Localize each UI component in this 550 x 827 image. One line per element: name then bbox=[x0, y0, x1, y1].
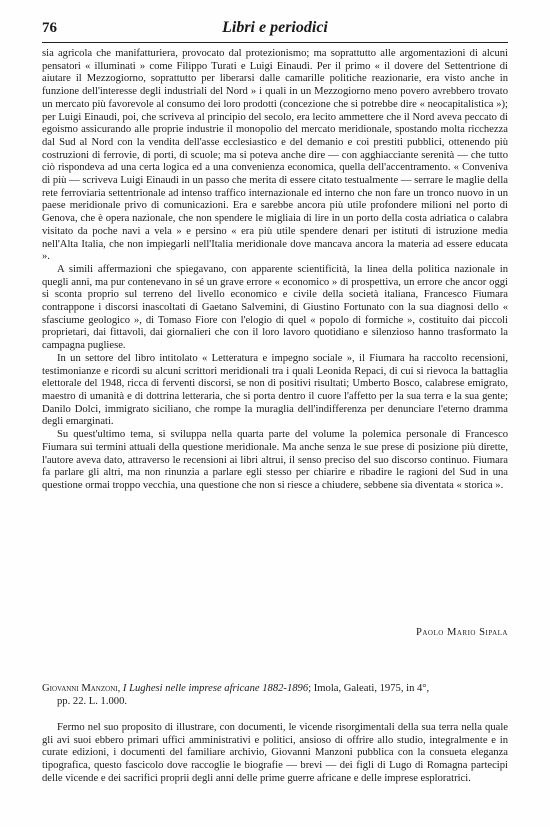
reference-author: Giovanni Manzoni, bbox=[42, 683, 121, 694]
author-signature: Paolo Mario Sipala bbox=[415, 627, 508, 638]
reference-title: I Lughesi nelle imprese africane 1882-1896 bbox=[122, 683, 309, 694]
reference-pages: pp. 22. L. 1.000. bbox=[57, 696, 128, 707]
reference-details: ; Imola, Galeati, 1975, in 4°, bbox=[308, 683, 430, 694]
review-body bbox=[42, 722, 508, 786]
running-title: Libri e periodici bbox=[222, 19, 328, 36]
book-reference bbox=[42, 682, 508, 708]
paragraph-2: A simili affermazioni che spiegavano, con apparente scientificità, la linea della politica nazionale in quegli anni, ma pur contenevano in sé un grave errore « economico » di prospettiva, un errore che ancor oggi si sconta proprio sul terreno del livello economico e civile della società italiana, Francesco Fiumara contrappone i discorsi inascoltati di Gaetano Salvemini, di Giustino Fortunato con la sua diagnosi dello « sfasciume geologico », di Tomaso Fiore con l'elogio di quel « popolo di formiche », costituito dai piccoli proprietari, dai fittavoli, dai giornalieri che con il loro lavoro quotidiano e silenzioso hanno trasformato la campagna pugliese. bbox=[42, 263, 508, 352]
page-number: 76 bbox=[42, 20, 57, 36]
paragraph-1: sia agricola che manifatturiera, provocato dal protezionismo; ma soprattutto alle argomentazioni di alcuni pensatori « illuminati » come Filippo Turati e Luigi Einaudi. Per il primo « il dovere del Settentrione di aiutare il Mezzogiorno, soprattutto per liberarsi dalle camarille politiche reazionarie, era visto anche in funzione dell'interesse degli industriali del Nord » i quali in un Mezzogiorno meno povero avrebbero trovato un mercato più favorevole al consumo dei loro prodotti (concezione che si potrebbe dire « neocapitalistica »); per Luigi Einaudi, poi, che scriveva al principio del secolo, era lecito ammettere che il Nord aveva peccato di egoismo assicurando alle proprie industrie il monopolio del mercato meridionale, spostando molta ricchezza dal Sud al Nord con la vendita dell'asse ecclesiastico e del demanio e coi prestiti pubblici, ottenendo più costruzioni di ferrovie, di porti, di scuole; ma si poteva anche dire — con agghiacciante serenità — che tutto ciò rispondeva ad una certa logica ed a una convenienza economica, quella dell'accentramento. « Conveniva di più — scriveva Luigi Einaudi in un passo che merita di essere citato testualmente — serrare le maglie della rete ferroviaria settentrionale ad intenso traffico internazionale ed interno che non fare un tronco nuovo in un paese meridionale privo di comunicazioni. Era e sarebbe ancora più utile profondere milioni nel porto di Genova, che è opera nazionale, che non spendere le migliaia di lire in un porto della costa adriatica o calabra visitato da poche navi a vela » e persino « era più utile spendere denari per istituti di istruzione media nell'Alta Italia, che non impiegarli nell'Italia meridionale dove mancava ancora la materia ad essere educata ». bbox=[42, 48, 508, 263]
review-paragraph: Fermo nel suo proposito di illustrare, con documenti, le vicende risorgimentali della sua terra nella quale gli avi suoi ebbero primari uffici amministrativi e politici, ansioso di offrire allo studio, integralmente e in curate edizioni, i documenti del familiare archivio, Giovanni Manzoni pubblica con la consueta eleganza tipografica, questo fascicolo dove raccoglie le biografie — brevi — dei figli di Lugo di Romagna partecipi delle vicende e dei sacrifici proprii degli anni delle prime guerre africane e delle imprese esploratrici. bbox=[42, 722, 508, 784]
page-header bbox=[42, 18, 508, 43]
article-body bbox=[42, 48, 508, 493]
paragraph-4: Su quest'ultimo tema, si sviluppa nella quarta parte del volume la polemica personale di Francesco Fiumara sui termini attuali della questione meridionale. Ma anche senza le sue prese di posizione più dirette, l'autore aveva dato, attraverso le recensioni ai libri altrui, il senso preciso del suo discorso continuo. Fiumara fa parlare gli altri, ma non rinunzia a parlare egli stesso per chiarire e ribadire le ragioni del Sud in una questione ormai troppo vecchia, una questione che non si riesce a chiudere, sebbene sia diventata « storica ». bbox=[42, 429, 508, 491]
paragraph-3: In un settore del libro intitolato « Letteratura e impegno sociale », il Fiumara ha raccolto recensioni, testimonianze e ricordi su alcuni scrittori meridionali tra i quali Leonida Repaci, di cui si rievoca la battaglia elettorale del 1948, ricca di ferventi discorsi, se non di positivi risultati; Umberto Bosco, calabrese emigrato, maestro di umanità e di dottrina letteraria, che si porta dentro il cuore l'affetto per la sua terra e la sua gente; Danilo Dolci, immigrato siciliano, che rompe la muraglia dell'indifferenza per denunciare l'eterno dramma degli emarginati. bbox=[42, 352, 508, 428]
